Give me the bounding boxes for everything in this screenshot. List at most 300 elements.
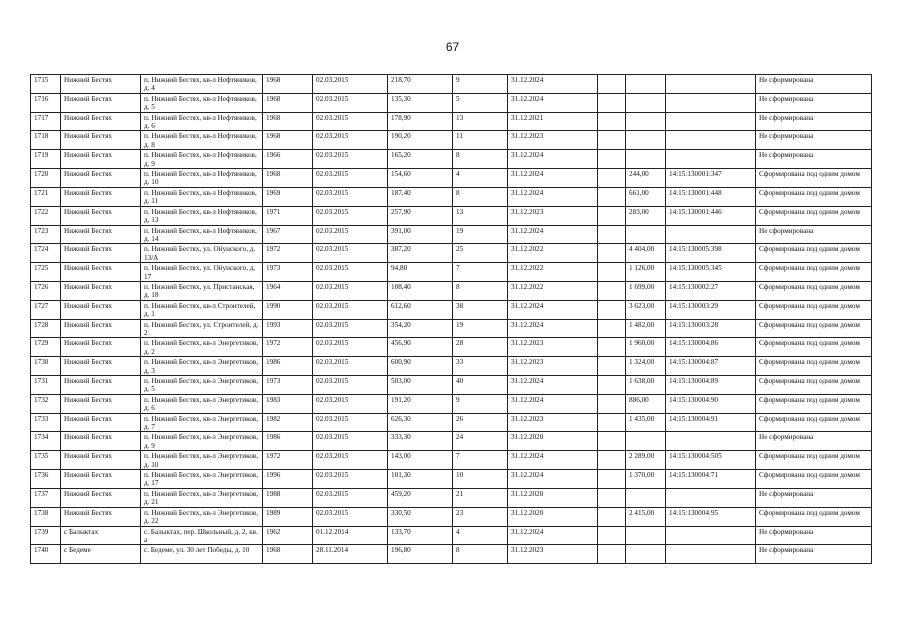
cell-deadline: 31.12.2024 <box>508 319 598 338</box>
cell-land-area: 4 404,00 <box>626 244 666 263</box>
table-row <box>31 225 872 244</box>
cell-land-status: Сформирована под одним домом <box>756 169 872 188</box>
table-row <box>31 150 872 169</box>
cell-land-status: Не сформирована <box>756 545 872 564</box>
cell-build-year: 1968 <box>263 75 313 94</box>
cell-land-area <box>626 488 666 507</box>
cell-deadline: 31.12.2023 <box>508 131 598 150</box>
cell-deadline: 31.12.2024 <box>508 169 598 188</box>
cell-land-area: 3 623,00 <box>626 300 666 319</box>
cell-residents: 13 <box>453 206 508 225</box>
cell-address: п. Нижний Бестях, ул. Пристанская, д. 18 <box>141 281 263 300</box>
cell-land-status: Не сформирована <box>756 112 872 131</box>
cell-settlement: Нижний Бестях <box>61 150 141 169</box>
cell-blank <box>598 112 626 131</box>
cell-area: 612,60 <box>388 300 453 319</box>
cell-row-number: 1723 <box>31 225 61 244</box>
cell-land-status: Сформирована под одним домом <box>756 470 872 489</box>
cell-row-number: 1725 <box>31 263 61 282</box>
table-row <box>31 263 872 282</box>
cell-blank <box>598 206 626 225</box>
cell-settlement: Нижний Бестях <box>61 187 141 206</box>
table-row <box>31 75 872 94</box>
cell-land-status: Сформирована под одним домом <box>756 413 872 432</box>
cell-residents: 28 <box>453 338 508 357</box>
cell-row-number: 1719 <box>31 150 61 169</box>
cell-residents: 23 <box>453 507 508 526</box>
cell-deadline: 31.12.2023 <box>508 206 598 225</box>
cell-land-status: Не сформирована <box>756 488 872 507</box>
cell-settlement: Нижний Бестях <box>61 300 141 319</box>
cell-cadastral-number: 14:15:130003:29 <box>666 300 756 319</box>
cell-address: п. Нижний Бестях, кв-л Энергетиков, д. 7 <box>141 413 263 432</box>
cell-blank <box>598 507 626 526</box>
cell-row-number: 1731 <box>31 376 61 395</box>
cell-address: п. Нижний Бестях, кв-л Энергетиков, д. 17 <box>141 470 263 489</box>
cell-build-year: 1968 <box>263 169 313 188</box>
cell-deadline: 31.12.2023 <box>508 338 598 357</box>
cell-address: п. Нижний Бестях, ул. Ойунского, д. 13/А <box>141 244 263 263</box>
cell-land-status: Сформирована под одним домом <box>756 394 872 413</box>
cell-blank <box>598 357 626 376</box>
cell-deadline: 31.12.2024 <box>508 451 598 470</box>
table-row <box>31 187 872 206</box>
cell-area: 196,80 <box>388 545 453 564</box>
table-row <box>31 488 872 507</box>
cell-address: п. Нижний Бестях, ул. Строителей, д. 2 <box>141 319 263 338</box>
cell-area: 178,90 <box>388 112 453 131</box>
cell-residents: 4 <box>453 526 508 545</box>
cell-area: 387,20 <box>388 244 453 263</box>
cell-area: 503,00 <box>388 376 453 395</box>
cell-address: п. Нижний Бестях, кв-л Энергетиков, д. 5 <box>141 376 263 395</box>
cell-build-year: 1988 <box>263 488 313 507</box>
cell-row-number: 1739 <box>31 526 61 545</box>
cell-row-number: 1740 <box>31 545 61 564</box>
cell-blank <box>598 263 626 282</box>
cell-deadline: 31.12.2024 <box>508 225 598 244</box>
cell-settlement: Нижний Бестях <box>61 281 141 300</box>
cell-build-year: 1968 <box>263 112 313 131</box>
cell-land-status: Не сформирована <box>756 150 872 169</box>
cell-blank <box>598 93 626 112</box>
cell-land-area: 1 324,00 <box>626 357 666 376</box>
cell-area: 600,90 <box>388 357 453 376</box>
cell-address: п. Нижний Бестях, кв-л Нефтяников, д. 5 <box>141 93 263 112</box>
cell-record-date: 02.03.2015 <box>313 432 388 451</box>
cell-land-status: Сформирована под одним домом <box>756 263 872 282</box>
cell-blank <box>598 131 626 150</box>
cell-address: п. Нижний Бестях, кв-л Энергетиков, д. 10 <box>141 451 263 470</box>
cell-land-area: 661,00 <box>626 187 666 206</box>
cell-cadastral-number: 14:15:130004:87 <box>666 357 756 376</box>
cell-record-date: 02.03.2015 <box>313 244 388 263</box>
cell-settlement: Нижний Бестях <box>61 394 141 413</box>
cell-residents: 40 <box>453 376 508 395</box>
cell-land-area: 1 960,00 <box>626 338 666 357</box>
cell-blank <box>598 319 626 338</box>
cell-blank <box>598 187 626 206</box>
cell-residents: 8 <box>453 545 508 564</box>
cell-settlement: Нижний Бестях <box>61 225 141 244</box>
cell-land-area <box>626 93 666 112</box>
cell-deadline: 31.12.2021 <box>508 112 598 131</box>
table-row <box>31 507 872 526</box>
cell-deadline: 31.12.2020 <box>508 507 598 526</box>
cell-deadline: 31.12.2020 <box>508 488 598 507</box>
cell-land-area: 2 415,00 <box>626 507 666 526</box>
cell-blank <box>598 545 626 564</box>
cell-residents: 5 <box>453 93 508 112</box>
cell-record-date: 02.03.2015 <box>313 169 388 188</box>
cell-record-date: 02.03.2015 <box>313 300 388 319</box>
cell-address: п. Нижний Бестях, кв-л Нефтяников, д. 14 <box>141 225 263 244</box>
cell-record-date: 02.03.2015 <box>313 75 388 94</box>
cell-area: 191,20 <box>388 394 453 413</box>
cell-land-status: Сформирована под одним домом <box>756 300 872 319</box>
cell-cadastral-number: 14:15:130001:448 <box>666 187 756 206</box>
cell-row-number: 1721 <box>31 187 61 206</box>
cell-settlement: Нижний Бестях <box>61 319 141 338</box>
cell-build-year: 1964 <box>263 281 313 300</box>
table-row <box>31 319 872 338</box>
cell-row-number: 1729 <box>31 338 61 357</box>
cell-residents: 10 <box>453 470 508 489</box>
cell-cadastral-number <box>666 131 756 150</box>
cell-row-number: 1730 <box>31 357 61 376</box>
cell-address: п. Нижний Бестях, кв-л Нефтяников, д. 9 <box>141 150 263 169</box>
cell-deadline: 31.12.2024 <box>508 394 598 413</box>
table-row <box>31 300 872 319</box>
cell-address: п. Нижний Бестях, кв-л Нефтяников, д. 4 <box>141 75 263 94</box>
cell-area: 135,30 <box>388 93 453 112</box>
cell-area: 165,20 <box>388 150 453 169</box>
cell-row-number: 1732 <box>31 394 61 413</box>
cell-settlement: Нижний Бестях <box>61 432 141 451</box>
cell-land-status: Не сформирована <box>756 75 872 94</box>
cell-record-date: 02.03.2015 <box>313 376 388 395</box>
cell-land-status: Сформирована под одним домом <box>756 206 872 225</box>
cell-blank <box>598 169 626 188</box>
cell-settlement: Нижний Бестях <box>61 75 141 94</box>
cell-land-area: 886,00 <box>626 394 666 413</box>
cell-area: 187,40 <box>388 187 453 206</box>
cell-address: п. Нижний Бестях, кв-л Энергетиков, д. 6 <box>141 394 263 413</box>
cell-land-area: 1 126,00 <box>626 263 666 282</box>
cell-cadastral-number <box>666 432 756 451</box>
cell-blank <box>598 526 626 545</box>
cell-build-year: 1973 <box>263 376 313 395</box>
cell-residents: 25 <box>453 244 508 263</box>
cell-row-number: 1726 <box>31 281 61 300</box>
cell-record-date: 02.03.2015 <box>313 394 388 413</box>
cell-cadastral-number <box>666 112 756 131</box>
cell-record-date: 02.03.2015 <box>313 93 388 112</box>
cell-settlement: Нижний Бестях <box>61 244 141 263</box>
cell-land-status: Не сформирована <box>756 225 872 244</box>
cell-row-number: 1722 <box>31 206 61 225</box>
cell-address: п. Нижний Бестях, кв-л Нефтяников, д. 11 <box>141 187 263 206</box>
cell-record-date: 01.12.2014 <box>313 526 388 545</box>
cell-blank <box>598 244 626 263</box>
cell-deadline: 31.12.2024 <box>508 526 598 545</box>
cell-land-status: Сформирована под одним домом <box>756 507 872 526</box>
cell-deadline: 31.12.2022 <box>508 244 598 263</box>
table-row <box>31 244 872 263</box>
table-row <box>31 338 872 357</box>
cell-residents: 19 <box>453 319 508 338</box>
cell-residents: 8 <box>453 150 508 169</box>
cell-blank <box>598 394 626 413</box>
cell-build-year: 1972 <box>263 451 313 470</box>
cell-deadline: 31.12.2023 <box>508 413 598 432</box>
cell-residents: 7 <box>453 263 508 282</box>
cell-row-number: 1734 <box>31 432 61 451</box>
cell-area: 354,20 <box>388 319 453 338</box>
cell-build-year: 1967 <box>263 225 313 244</box>
cell-area: 257,90 <box>388 206 453 225</box>
cell-area: 154,60 <box>388 169 453 188</box>
cell-settlement: Нижний Бестях <box>61 357 141 376</box>
cell-build-year: 1990 <box>263 300 313 319</box>
table-row <box>31 394 872 413</box>
cell-cadastral-number: 14:15:130004:91 <box>666 413 756 432</box>
cell-deadline: 31.12.2024 <box>508 376 598 395</box>
cell-cadastral-number: 14:15:130003:28 <box>666 319 756 338</box>
cell-area: 456,90 <box>388 338 453 357</box>
cell-settlement: Нижний Бестях <box>61 93 141 112</box>
cell-blank <box>598 432 626 451</box>
cell-land-status: Не сформирована <box>756 93 872 112</box>
page-number: 67 <box>445 40 460 54</box>
cell-area: 626,30 <box>388 413 453 432</box>
cell-deadline: 31.12.2022 <box>508 281 598 300</box>
cell-build-year: 1982 <box>263 413 313 432</box>
cell-address: п. Нижний Бестях, кв-л Энергетиков, д. 22 <box>141 507 263 526</box>
cell-residents: 33 <box>453 357 508 376</box>
table-row <box>31 432 872 451</box>
cell-land-area <box>626 75 666 94</box>
cell-deadline: 31.12.2024 <box>508 470 598 489</box>
cell-settlement: Нижний Бестях <box>61 131 141 150</box>
table-row <box>31 470 872 489</box>
cell-land-area: 2 289,00 <box>626 451 666 470</box>
cell-settlement: Нижний Бестях <box>61 413 141 432</box>
cell-cadastral-number: 14:15:130004:90 <box>666 394 756 413</box>
cell-blank <box>598 376 626 395</box>
cell-build-year: 1983 <box>263 394 313 413</box>
cell-deadline: 31.12.2022 <box>508 263 598 282</box>
registry-body <box>31 75 872 564</box>
cell-row-number: 1736 <box>31 470 61 489</box>
cell-cadastral-number: 14:15:130005:345 <box>666 263 756 282</box>
cell-build-year: 1996 <box>263 470 313 489</box>
cell-residents: 19 <box>453 225 508 244</box>
cell-settlement: Нижний Бестях <box>61 451 141 470</box>
cell-build-year: 1993 <box>263 319 313 338</box>
table-row <box>31 281 872 300</box>
cell-area: 133,70 <box>388 526 453 545</box>
cell-row-number: 1716 <box>31 93 61 112</box>
cell-address: п. Нижний Бестях, кв-л Нефтяников, д. 8 <box>141 131 263 150</box>
cell-blank <box>598 281 626 300</box>
cell-build-year: 1972 <box>263 244 313 263</box>
cell-land-status: Сформирована под одним домом <box>756 187 872 206</box>
cell-record-date: 02.03.2015 <box>313 451 388 470</box>
cell-land-area <box>626 112 666 131</box>
cell-settlement: Нижний Бестях <box>61 507 141 526</box>
cell-row-number: 1724 <box>31 244 61 263</box>
cell-area: 391,00 <box>388 225 453 244</box>
cell-row-number: 1718 <box>31 131 61 150</box>
cell-blank <box>598 225 626 244</box>
cell-residents: 13 <box>453 112 508 131</box>
cell-address: п. Нижний Бестях, кв-л Энергетиков, д. 9 <box>141 432 263 451</box>
cell-record-date: 02.03.2015 <box>313 319 388 338</box>
table-row <box>31 526 872 545</box>
cell-record-date: 02.03.2015 <box>313 338 388 357</box>
cell-area: 333,30 <box>388 432 453 451</box>
cell-row-number: 1738 <box>31 507 61 526</box>
cell-build-year: 1986 <box>263 432 313 451</box>
cell-cadastral-number: 14:15:130001:446 <box>666 206 756 225</box>
cell-area: 218,70 <box>388 75 453 94</box>
cell-build-year: 1986 <box>263 357 313 376</box>
cell-land-status: Сформирована под одним домом <box>756 319 872 338</box>
cell-row-number: 1715 <box>31 75 61 94</box>
cell-land-area: 244,00 <box>626 169 666 188</box>
cell-land-status: Сформирована под одним домом <box>756 376 872 395</box>
cell-residents: 8 <box>453 187 508 206</box>
cell-blank <box>598 75 626 94</box>
cell-address: п. Нижний Бестях, ул. Ойунского, д. 17 <box>141 263 263 282</box>
cell-settlement: Нижний Бестях <box>61 338 141 357</box>
cell-blank <box>598 150 626 169</box>
cell-cadastral-number: 14:15:130004:95 <box>666 507 756 526</box>
cell-deadline: 31.12.2024 <box>508 75 598 94</box>
cell-cadastral-number: 14:15:130002:27 <box>666 281 756 300</box>
cell-land-area: 1 699,00 <box>626 281 666 300</box>
cell-build-year: 1971 <box>263 206 313 225</box>
cell-cadastral-number <box>666 93 756 112</box>
cell-cadastral-number: 14:15:130004:71 <box>666 470 756 489</box>
cell-deadline: 31.12.2020 <box>508 432 598 451</box>
cell-settlement: Нижний Бестях <box>61 263 141 282</box>
cell-address: п. Нижний Бестях, кв-л Энергетиков, д. 2 <box>141 338 263 357</box>
table-row <box>31 545 872 564</box>
cell-blank <box>598 413 626 432</box>
cell-record-date: 02.03.2015 <box>313 225 388 244</box>
cell-land-area: 283,00 <box>626 206 666 225</box>
cell-cadastral-number: 14:15:130004:86 <box>666 338 756 357</box>
cell-build-year: 1973 <box>263 263 313 282</box>
cell-blank <box>598 300 626 319</box>
cell-cadastral-number <box>666 225 756 244</box>
cell-cadastral-number <box>666 526 756 545</box>
table-row <box>31 206 872 225</box>
cell-address: п. Нижний Бестях, кв-л Нефтяников, д. 6 <box>141 112 263 131</box>
cell-land-area <box>626 526 666 545</box>
cell-row-number: 1737 <box>31 488 61 507</box>
cell-build-year: 1989 <box>263 507 313 526</box>
cell-land-area <box>626 225 666 244</box>
cell-build-year: 1962 <box>263 526 313 545</box>
cell-residents: 11 <box>453 131 508 150</box>
cell-cadastral-number: 14:15:130001:347 <box>666 169 756 188</box>
cell-build-year: 1968 <box>263 93 313 112</box>
cell-land-status: Сформирована под одним домом <box>756 451 872 470</box>
cell-settlement: Нижний Бестях <box>61 488 141 507</box>
cell-row-number: 1720 <box>31 169 61 188</box>
cell-land-status: Сформирована под одним домом <box>756 357 872 376</box>
cell-area: 190,20 <box>388 131 453 150</box>
cell-deadline: 31.12.2024 <box>508 187 598 206</box>
cell-land-status: Сформирована под одним домом <box>756 281 872 300</box>
cell-cadastral-number <box>666 75 756 94</box>
cell-record-date: 02.03.2015 <box>313 263 388 282</box>
cell-area: 101,30 <box>388 470 453 489</box>
cell-record-date: 02.03.2015 <box>313 150 388 169</box>
cell-area: 143,00 <box>388 451 453 470</box>
cell-cadastral-number: 14:15:130004:505 <box>666 451 756 470</box>
cell-area: 459,20 <box>388 488 453 507</box>
cell-address: с. Бедеме, ул. 30 лет Победы, д. 10 <box>141 545 263 564</box>
cell-build-year: 1968 <box>263 131 313 150</box>
cell-settlement: с Балыктах <box>61 526 141 545</box>
cell-row-number: 1717 <box>31 112 61 131</box>
table-row <box>31 131 872 150</box>
cell-land-area: 1 435,00 <box>626 413 666 432</box>
cell-land-status: Не сформирована <box>756 432 872 451</box>
cell-deadline: 31.12.2024 <box>508 150 598 169</box>
cell-address: с. Балыктах, пер. Школьный, д. 2, кв. а <box>141 526 263 545</box>
cell-residents: 8 <box>453 281 508 300</box>
cell-record-date: 28.11.2014 <box>313 545 388 564</box>
cell-build-year: 1969 <box>263 187 313 206</box>
cell-land-area <box>626 150 666 169</box>
cell-cadastral-number <box>666 488 756 507</box>
cell-residents: 21 <box>453 488 508 507</box>
cell-record-date: 02.03.2015 <box>313 187 388 206</box>
cell-land-status: Не сформирована <box>756 131 872 150</box>
cell-area: 330,50 <box>388 507 453 526</box>
table-row <box>31 112 872 131</box>
cell-deadline: 31.12.2023 <box>508 357 598 376</box>
cell-land-area: 1 482,00 <box>626 319 666 338</box>
cell-settlement: Нижний Бестях <box>61 112 141 131</box>
cell-deadline: 31.12.2023 <box>508 545 598 564</box>
cell-land-area <box>626 545 666 564</box>
table-row <box>31 413 872 432</box>
cell-land-area: 1 370,00 <box>626 470 666 489</box>
table-row <box>31 376 872 395</box>
cell-row-number: 1735 <box>31 451 61 470</box>
cell-settlement: Нижний Бестях <box>61 169 141 188</box>
cell-address: п. Нижний Бестях, кв-л Энергетиков, д. 21 <box>141 488 263 507</box>
cell-settlement: Нижний Бестях <box>61 470 141 489</box>
table-row <box>31 357 872 376</box>
cell-residents: 4 <box>453 169 508 188</box>
cell-area: 108,40 <box>388 281 453 300</box>
cell-residents: 9 <box>453 394 508 413</box>
cell-record-date: 02.03.2015 <box>313 488 388 507</box>
cell-settlement: с Бедеме <box>61 545 141 564</box>
cell-build-year: 1972 <box>263 338 313 357</box>
table-row <box>31 93 872 112</box>
cell-record-date: 02.03.2015 <box>313 357 388 376</box>
cell-residents: 38 <box>453 300 508 319</box>
cell-cadastral-number: 14:15:130005:398 <box>666 244 756 263</box>
